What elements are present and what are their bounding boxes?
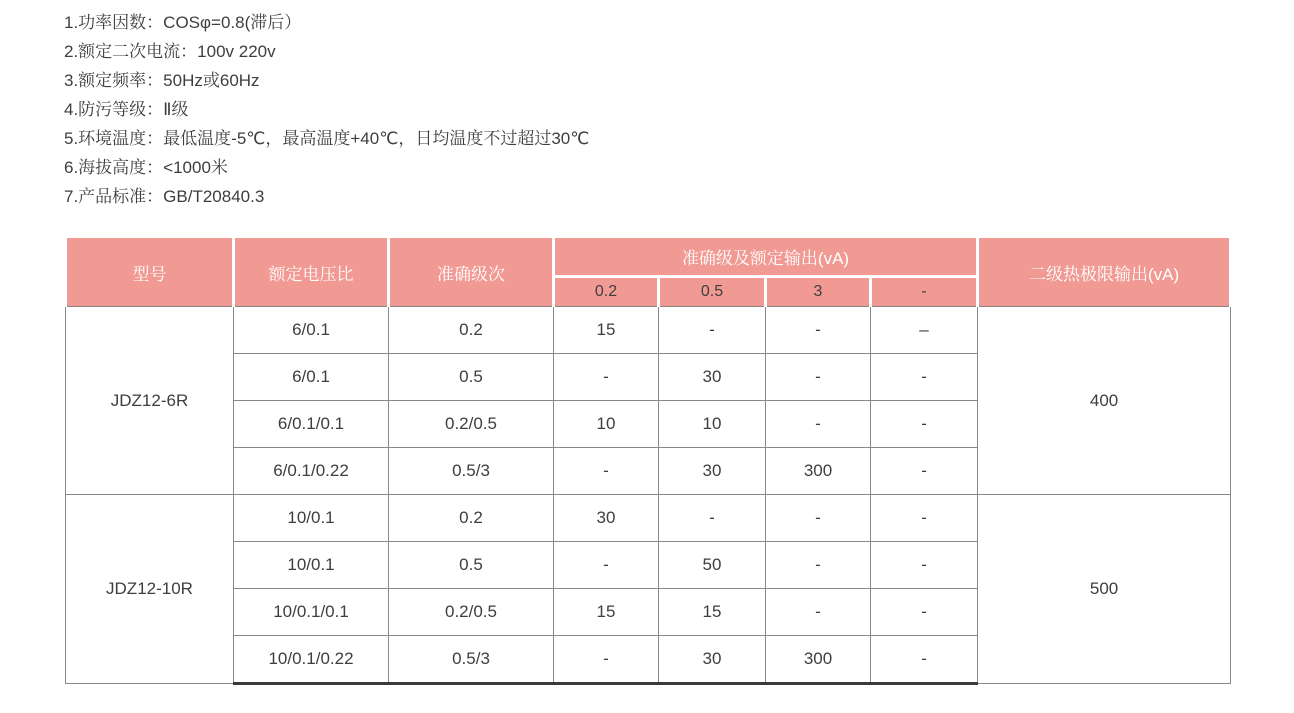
spec-table-body <box>66 307 1231 684</box>
subheader-class-0.2: 0.2 <box>554 277 659 307</box>
output-cell: 15 <box>554 589 659 636</box>
output-cell: - <box>554 354 659 401</box>
accuracy-cell: 0.5 <box>389 542 554 589</box>
output-cell: - <box>659 307 766 354</box>
output-cell: 10 <box>659 401 766 448</box>
accuracy-cell: 0.5 <box>389 354 554 401</box>
ratio-cell: 6/0.1 <box>234 354 389 401</box>
header-accuracy: 准确级次 <box>389 237 554 307</box>
output-cell: - <box>554 542 659 589</box>
spec-line-standard: 7.产品标准：GB/T20840.3 <box>64 187 265 206</box>
spec-list <box>64 8 1228 211</box>
output-cell: - <box>659 495 766 542</box>
header-output-group: 准确级及额定输出(vA) <box>554 237 978 277</box>
output-cell: - <box>766 542 871 589</box>
spec-line-secondary-current: 2.额定二次电流：100v 220v <box>64 42 276 61</box>
output-cell: 50 <box>659 542 766 589</box>
ratio-cell: 6/0.1/0.22 <box>234 448 389 495</box>
output-cell: - <box>766 589 871 636</box>
model-cell: JDZ12-6R <box>66 307 234 495</box>
spec-line-altitude: 6.海拔高度：<1000米 <box>64 158 228 177</box>
output-cell: - <box>766 307 871 354</box>
output-cell: - <box>766 401 871 448</box>
spec-table <box>64 235 1232 685</box>
ratio-cell: 6/0.1 <box>234 307 389 354</box>
accuracy-cell: 0.5/3 <box>389 636 554 684</box>
thermal-limit-cell: 400 <box>978 307 1231 495</box>
ratio-cell: 10/0.1 <box>234 495 389 542</box>
table-row <box>66 495 1231 542</box>
output-cell: 30 <box>659 448 766 495</box>
output-cell: - <box>554 636 659 684</box>
output-cell: - <box>871 495 978 542</box>
ratio-cell: 10/0.1/0.1 <box>234 589 389 636</box>
accuracy-cell: 0.5/3 <box>389 448 554 495</box>
output-cell: 30 <box>659 636 766 684</box>
output-cell: - <box>554 448 659 495</box>
output-cell: 30 <box>659 354 766 401</box>
output-cell: - <box>871 542 978 589</box>
subheader-class-0.5: 0.5 <box>659 277 766 307</box>
subheader-class-3: 3 <box>766 277 871 307</box>
output-cell: - <box>871 448 978 495</box>
output-cell: 30 <box>554 495 659 542</box>
output-cell: 10 <box>554 401 659 448</box>
accuracy-cell: 0.2 <box>389 307 554 354</box>
ratio-cell: 10/0.1 <box>234 542 389 589</box>
subheader-class-dash: - <box>871 277 978 307</box>
spec-table-header <box>66 237 1231 307</box>
output-cell: - <box>871 636 978 684</box>
output-cell: - <box>871 401 978 448</box>
header-ratio: 额定电压比 <box>234 237 389 307</box>
output-cell: 300 <box>766 636 871 684</box>
output-cell: - <box>766 354 871 401</box>
ratio-cell: 10/0.1/0.22 <box>234 636 389 684</box>
accuracy-cell: 0.2/0.5 <box>389 401 554 448</box>
thermal-limit-cell: 500 <box>978 495 1231 684</box>
accuracy-cell: 0.2 <box>389 495 554 542</box>
table-row <box>66 307 1231 354</box>
header-model: 型号 <box>66 237 234 307</box>
spec-line-frequency: 3.额定频率：50Hz或60Hz <box>64 71 260 90</box>
ratio-cell: 6/0.1/0.1 <box>234 401 389 448</box>
spec-line-ambient-temp: 5.环境温度：最低温度-5℃，最高温度+40℃，日均温度不过超过30℃ <box>64 129 590 148</box>
output-cell: 15 <box>659 589 766 636</box>
header-thermal: 二级热极限输出(vA) <box>978 237 1231 307</box>
spec-line-pollution-level: 4.防污等级：Ⅱ级 <box>64 100 189 119</box>
output-cell: 300 <box>766 448 871 495</box>
output-cell: - <box>871 354 978 401</box>
output-cell: 15 <box>554 307 659 354</box>
accuracy-cell: 0.2/0.5 <box>389 589 554 636</box>
model-cell: JDZ12-10R <box>66 495 234 684</box>
output-cell: – <box>871 307 978 354</box>
output-cell: - <box>871 589 978 636</box>
output-cell: - <box>766 495 871 542</box>
spec-line-power-factor: 1.功率因数：COSφ=0.8(滞后） <box>64 13 302 32</box>
